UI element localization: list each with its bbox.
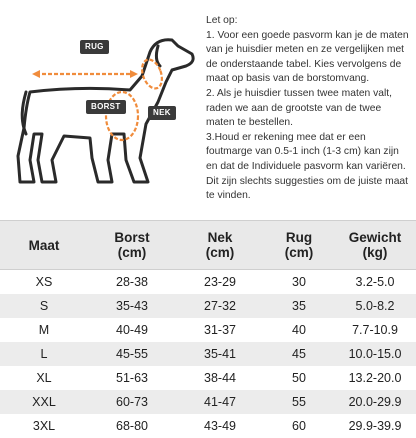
table-row xyxy=(0,318,416,342)
table-cell: 43-49 xyxy=(176,414,264,438)
table-cell: 13.2-20.0 xyxy=(334,366,416,390)
table-cell: 23-29 xyxy=(176,270,264,295)
table-cell: L xyxy=(0,342,88,366)
note-item: 1. Voor een goede pasvorm kan je de maten van je huisdier meten en ze vergelijken met de onderstaande tabel. Kies vervolgens de maat op basis van de borstomvang. xyxy=(206,29,409,85)
table-cell: 68-80 xyxy=(88,414,176,438)
table-cell: 50 xyxy=(264,366,334,390)
table-row xyxy=(0,294,416,318)
header-size-label: Maat xyxy=(28,237,60,253)
table-cell: 35-43 xyxy=(88,294,176,318)
note-item: 2. Als je huisdier tussen twee maten valt, raden we aan de grootste van de twee maten te bestellen. xyxy=(206,87,393,129)
notes-heading: Let op: xyxy=(206,15,238,26)
header-chest-unit: (cm) xyxy=(117,245,147,260)
table-cell: 35-41 xyxy=(176,342,264,366)
table-row xyxy=(0,414,416,438)
table-cell: 40 xyxy=(264,318,334,342)
table-cell: XXL xyxy=(0,390,88,414)
table-cell: 35 xyxy=(264,294,334,318)
table-cell: 10.0-15.0 xyxy=(334,342,416,366)
header-chest-label: Borst xyxy=(114,230,150,245)
table-cell: M xyxy=(0,318,88,342)
header-back-unit: (cm) xyxy=(284,245,314,260)
header-chest xyxy=(88,221,176,270)
table-cell: 40-49 xyxy=(88,318,176,342)
table-cell: 27-32 xyxy=(176,294,264,318)
chest-label: BORST xyxy=(86,100,126,114)
table-cell: 38-44 xyxy=(176,366,264,390)
table-row xyxy=(0,366,416,390)
table-cell: XL xyxy=(0,366,88,390)
back-label: RUG xyxy=(80,40,109,54)
table-cell: XS xyxy=(0,270,88,295)
header-size xyxy=(0,221,88,270)
note-item: 3.Houd er rekening mee dat er een foutmarge van 0.5-1 inch (1-3 cm) kan zijn en dat de Individuele pasvorm kan variëren. Dit zijn slechts suggesties om de juiste maat te vinden. xyxy=(206,131,409,202)
header-neck-unit: (cm) xyxy=(205,245,235,260)
table-cell: 60 xyxy=(264,414,334,438)
table-cell: 7.7-10.9 xyxy=(334,318,416,342)
table-cell: 5.0-8.2 xyxy=(334,294,416,318)
measurement-diagram xyxy=(0,10,212,210)
table-row xyxy=(0,270,416,295)
table-cell: 45-55 xyxy=(88,342,176,366)
header-back-label: Rug xyxy=(285,230,313,245)
table-cell: 51-63 xyxy=(88,366,176,390)
header-weight-unit: (kg) xyxy=(362,245,388,260)
header-back xyxy=(264,221,334,270)
table-cell: 29.9-39.9 xyxy=(334,414,416,438)
neck-label: NEK xyxy=(148,106,176,120)
measurement-notes xyxy=(206,14,412,204)
table-cell: 55 xyxy=(264,390,334,414)
table-row xyxy=(0,342,416,366)
table-cell: S xyxy=(0,294,88,318)
table-cell: 41-47 xyxy=(176,390,264,414)
table-cell: 45 xyxy=(264,342,334,366)
header-neck-label: Nek xyxy=(207,230,233,245)
table-cell: 60-73 xyxy=(88,390,176,414)
table-header-row xyxy=(0,221,416,270)
table-cell: 28-38 xyxy=(88,270,176,295)
info-section xyxy=(0,0,416,218)
header-neck xyxy=(176,221,264,270)
header-weight-label: Gewicht xyxy=(348,230,402,245)
header-weight xyxy=(334,221,416,270)
table-row xyxy=(0,390,416,414)
size-chart-table xyxy=(0,220,416,438)
table-cell: 30 xyxy=(264,270,334,295)
table-cell: 3.2-5.0 xyxy=(334,270,416,295)
table-cell: 31-37 xyxy=(176,318,264,342)
table-cell: 20.0-29.9 xyxy=(334,390,416,414)
table-cell: 3XL xyxy=(0,414,88,438)
